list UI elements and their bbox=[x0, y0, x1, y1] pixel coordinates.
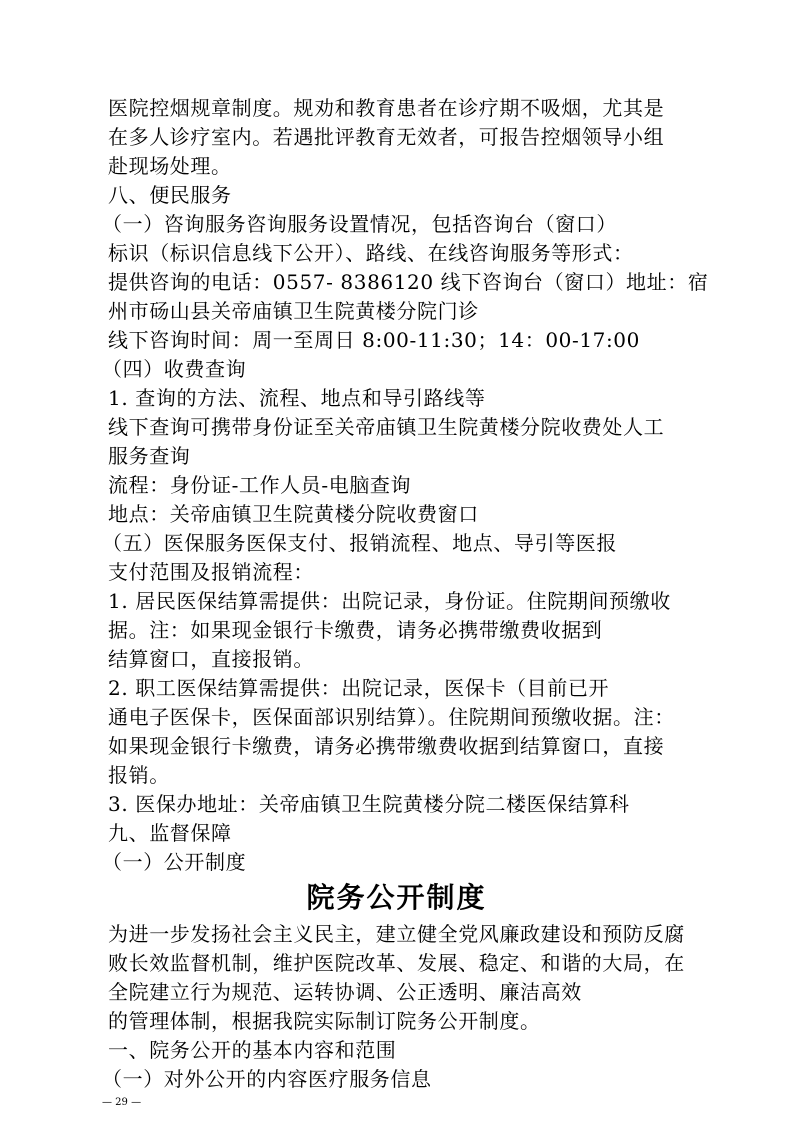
text-line: 地点：关帝庙镇卫生院黄楼分院收费窗口 bbox=[108, 502, 479, 526]
page-title: 院务公开制度 bbox=[306, 881, 487, 914]
section-heading: 九、监督保障 bbox=[108, 821, 232, 845]
text-line: 服务查询 bbox=[108, 444, 191, 468]
text-line: 支付范围及报销流程： bbox=[108, 560, 314, 584]
page-number: — 29 — bbox=[102, 1097, 142, 1108]
text-line: 赴现场处理。 bbox=[108, 154, 232, 178]
text-line: 1. 查询的方法、流程、地点和导引路线等 bbox=[108, 386, 486, 410]
section-heading: 八、便民服务 bbox=[108, 183, 232, 207]
text-line: 流程：身份证-工作人员-电脑查询 bbox=[108, 473, 412, 497]
text-line: 如果现金银行卡缴费，请务必携带缴费收据到结算窗口，直接 bbox=[108, 734, 665, 758]
section-heading: 一、院务公开的基本内容和范围 bbox=[108, 1038, 397, 1062]
text-line: 败长效监督机制，维护医院改革、发展、稳定、和谐的大局，在 bbox=[108, 951, 685, 975]
text-line: 线下咨询时间：周一至周日 8:00-11:30；14：00-17:00 bbox=[108, 328, 640, 352]
subsection-heading: （五）医保服务医保支付、报销流程、地点、导引等医报 bbox=[102, 531, 617, 555]
subsection-heading: （一）公开制度 bbox=[102, 850, 247, 874]
text-line: 通电子医保卡，医保面部识别结算）。住院期间预缴收据。注： bbox=[108, 705, 675, 729]
text-line: 报销。 bbox=[108, 763, 170, 787]
text-line: 全院建立行为规范、运转协调、公正透明、廉洁高效 bbox=[108, 980, 582, 1004]
text-line: 的管理体制，根据我院实际制订院务公开制度。 bbox=[108, 1009, 541, 1033]
subsection-heading: （一）对外公开的内容医疗服务信息 bbox=[102, 1067, 432, 1091]
text-line: 在多人诊疗室内。若遇批评教育无效者，可报告控烟领导小组 bbox=[108, 125, 665, 149]
subsection-heading: （四）收费查询 bbox=[102, 357, 247, 381]
text-line: 据。注：如果现金银行卡缴费，请务必携带缴费收据到 bbox=[108, 618, 603, 642]
text-line: 2. 职工医保结算需提供：出院记录，医保卡（目前已开 bbox=[108, 676, 610, 700]
subsection-heading: （一）咨询服务咨询服务设置情况，包括咨询台（窗口） bbox=[102, 212, 617, 236]
text-line: 1. 居民医保结算需提供：出院记录，身份证。住院期间预缴收 bbox=[108, 589, 671, 613]
text-line: 标识（标识信息线下公开）、路线、在线咨询服务等形式： bbox=[108, 241, 634, 265]
text-line: 3. 医保办地址：关帝庙镇卫生院黄楼分院二楼医保结算科 bbox=[108, 792, 630, 816]
text-line: 医院控烟规章制度。规劝和教育患者在诊疗期不吸烟，尤其是 bbox=[108, 96, 665, 120]
text-line: 为进一步发扬社会主义民主，建立健全党风廉政建设和预防反腐 bbox=[108, 922, 685, 946]
text-line: 线下查询可携带身份证至关帝庙镇卫生院黄楼分院收费处人工 bbox=[108, 415, 665, 439]
text-line: 州市砀山县关帝庙镇卫生院黄楼分院门诊 bbox=[108, 299, 479, 323]
text-line: 提供咨询的电话：0557- 8386120 线下咨询台（窗口）地址：宿 bbox=[108, 270, 709, 294]
text-line: 结算窗口，直接报销。 bbox=[108, 647, 314, 671]
